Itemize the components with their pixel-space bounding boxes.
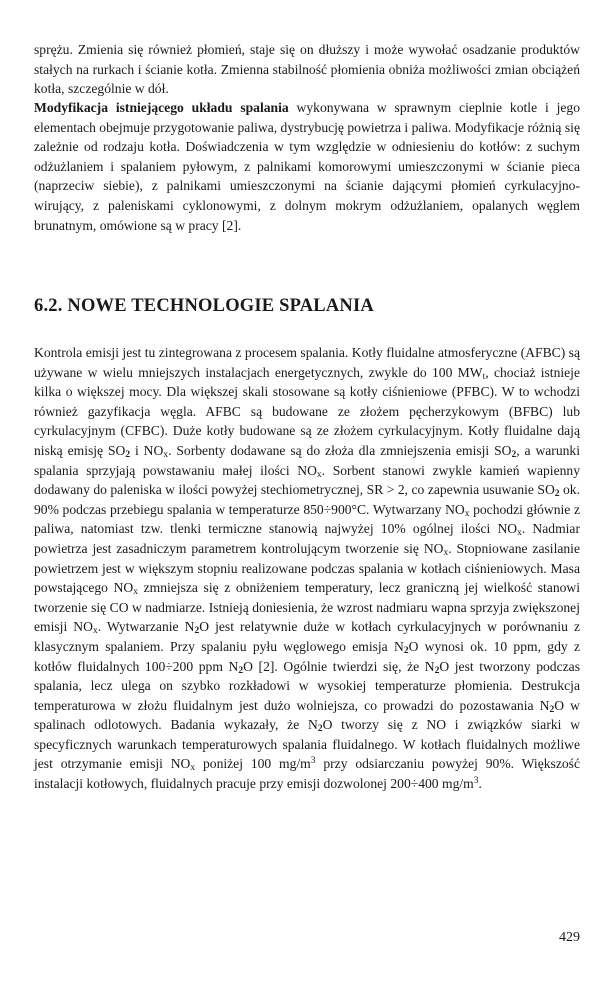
subscript: 2 [549,704,555,715]
text-run: i NO [130,442,164,458]
paragraph-modification [34,98,580,235]
subscript: x [316,469,322,480]
text-run: ok. 90% podczas przebiegu spalania w temperaturze 850÷900°C. Wytwarzany NO [34,482,581,517]
subscript: 2 [194,626,200,637]
text-run: . [478,776,482,792]
subscript: x [133,587,138,598]
subscript: x [92,626,98,637]
superscript: 3 [473,776,479,787]
subscript: x [163,449,169,460]
text-run: pochodzi głównie z paliwa, natomiast tzw. tlenki termiczne stanowią najwyżej 10% ogólnej ilości NO [34,501,580,537]
text-run: O [2]. Ogólnie twierdzi się, że N [243,658,435,674]
superscript: 3 [310,756,316,767]
text-run: poniżej 100 mg/m [195,756,311,772]
subscript: x [443,547,449,558]
section-number: 6.2. [34,296,63,316]
subscript: x [464,508,470,519]
subscript: 2 [434,665,440,676]
text-run: O jest tworzony podczas spalania, lecz ulega on szybko rozkładowi w wysokiej temperaturze płomienia. Destrukcja temperaturowa w złożu fluidalnym jest dużo wolniejsza, co prowadzi do pozostawania N [34,658,580,713]
subscript: 2 [125,449,131,460]
subscript: t [482,371,486,382]
subscript: 2 [554,489,560,500]
paragraph-intro: sprężu. Zmienia się również płomień, staje się on dłuższy i może wywołać osadzanie produktów stałych na rurkach i ścianie kotła. Zmienna stabilność płomienia obniża możliwości zmian obciążeń kotła, szczególnie w dół. [34,42,580,97]
subscript: 2 [317,724,323,735]
subscript: x [190,763,196,774]
text-run: O tworzy się z NO i związków siarki w specyficznych warunkach temperaturowych spalania fluidalnego. W kotłach fluidalnych możliwe jest otrzymanie emisji NO [34,717,581,772]
text-run: , chociaż istnieje kilka o większej mocy. Dla większej skali stosowane są kotły ciśnieniowe (PFBC). W to wchodzi również gazyfikacja węgla. AFBC są budowane ze złożem pęcherzykowym (BFBC) lub cyrkulacyjnym (CFBC). Duże kotły budowane są ze złożem cyrkulacyjnym. Kotły fluidalne dają niską emisję SO [34,364,580,458]
text-run: O jest relatywnie duże w kotłach cyrkulacyjnych w porównaniu z klasycznym spalaniem. Przy spalaniu pyłu węglowego emisja N [34,619,581,654]
text-run: . Sorbenty dodawane są do złoża dla zmniejszenia emisji SO [168,442,512,458]
text-run: O wynosi ok. 10 ppm, gdy z kotłów fluidalnych 100÷200 ppm N [34,638,580,674]
subscript: 2 [403,645,409,656]
paragraph-body: wykonywana w sprawnym cieplnie kotle i jego elementach obejmuje przygotowanie paliwa, dystrybucję powietrza i paliwa. Modyfikacje różnią się zależnie od rodzaju kotła. Doświadczenia w tym względzie w odniesieniu do kotłów: z suchym odżużlaniem i spalaniem pyłowym, z palnikami komorowymi umieszczonymi w ścianie pieca (naprzeciw siebie), z palnikami umieszczonymi na ścianie dającymi płomień cyrkulacyjno-wirujący, z paleniskami cyklonowymi, z dolnym mokrym odżużlaniem, opalanych węglem brunatnym, omówione są w pracy [2]. [34,100,580,233]
subscript: 2 [511,449,517,460]
subscript: x [517,528,522,539]
subscript: 2 [238,665,244,676]
text-run: . Nadmiar powietrza jest zasadniczym parametrem kontrolującym tworzenie się NO [34,521,580,556]
text-run: O w spalinach odlotowych. Badania wykazały, że N [34,697,580,733]
page-number: 429 [559,930,580,945]
bold-lead: Modyfikacja istniejącego układu spalania [34,100,289,115]
text-run: , a warunki spalania sprzyjają powstawaniu małej ilości NO [34,442,580,478]
text-run: zmniejsza się z obniżeniem temperatury, lecz graniczną jej wielkość stanowi tworzenie się CO w nadmiarze. Istnieją doniesienia, że wzrost nadmiaru wapna sprzyja zwiększonej emisji NO [34,580,581,635]
section-title: NOWE TECHNOLOGIE SPALANIA [67,296,374,316]
text-run: . Wytwarzanie N [97,619,195,635]
section-heading [34,296,374,317]
text-run: przy odsiarczaniu powyżej 90%. Większość instalacji kotłowych, fluidalnych pracuje przy emisji dozwolonej 200÷400 mg/m [34,756,580,792]
paragraph-technologies [34,343,580,794]
text-run: Kontrola emisji jest tu zintegrowana z procesem spalania. Kotły fluidalne atmosferyczne (AFBC) są używane w wielu mniejszych instalacjach energetycznych, zwykle do 100 MW [34,345,580,380]
text-run: . Sorbent stanowi zwykle kamień wapienny dodawany do paleniska w ilości powyżej stechiometrycznej, SR > 2, co zapewnia usuwanie SO [34,462,580,498]
text-run: . Stopniowane zasilanie powietrzem jest w większym stopniu realizowane podczas spalania w kotłach ciśnieniowych. Masa powstającego NO [34,540,580,596]
